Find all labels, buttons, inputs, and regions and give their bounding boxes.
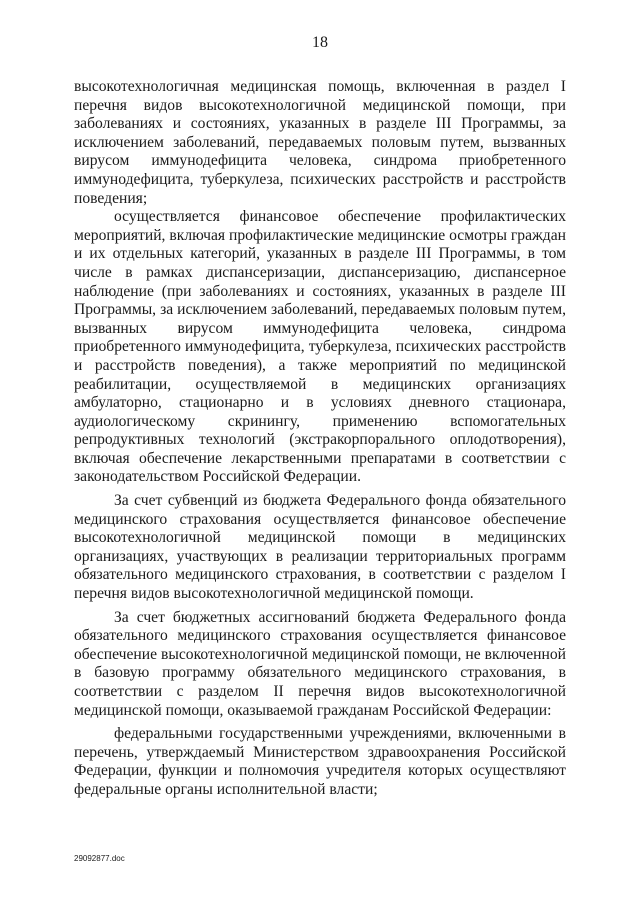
document-file-id: 29092877.doc	[74, 854, 125, 863]
page-number: 18	[312, 34, 328, 51]
paragraph-5: федеральными государственными учреждениями, включенными в перечень, утверждаемый Министерством здравоохранения Российской Федерации, функции и полномочия учредителя которых осуществляют федеральные органы исполнительной власти;	[74, 725, 566, 798]
paragraph-3: За счет субвенций из бюджета Федерального фонда обязательного медицинского страхования осуществляется финансовое обеспечение высокотехнологичной медицинской помощи в медицинских организациях, участвующих в реализации территориальных программ обязательного медицинского страхования, в соответствии с разделом I перечня видов высокотехнологичной медицинской помощи.	[74, 492, 566, 603]
paragraph-4: За счет бюджетных ассигнований бюджета Федерального фонда обязательного медицинского страхования осуществляется финансовое обеспечение высокотехнологичной медицинской помощи, не включенной в базовую программу обязательного медицинского страхования, в соответствии с разделом II перечня видов высокотехнологичной медицинской помощи, оказываемой гражданам Российской Федерации:	[74, 608, 566, 719]
document-body	[74, 78, 566, 800]
paragraph-1: высокотехнологичная медицинская помощь, включенная в раздел I перечня видов высокотехнологичной медицинской помощи, при заболеваниях и состояниях, указанных в разделе III Программы, за исключением заболеваний, передаваемых половым путем, вызванных вирусом иммунодефицита человека, синдрома приобретенного иммунодефицита, туберкулеза, психических расстройств и расстройств поведения;	[74, 78, 566, 207]
paragraph-2: осуществляется финансовое обеспечение профилактических мероприятий, включая профилактические медицинские осмотры граждан и их отдельных категорий, указанных в разделе III Программы, в том числе в рамках диспансеризации, диспансеризацию, диспансерное наблюдение (при заболеваниях и состояниях, указанных в разделе III Программы, за исключением заболеваний, передаваемых половым путем, вызванных вирусом иммунодефицита человека, синдрома приобретенного иммунодефицита, туберкулеза, психических расстройств и расстройств поведения), а также мероприятий по медицинской реабилитации, осуществляемой в медицинских организациях амбулаторно, стационарно и в условиях дневного стационара, аудиологическому скринингу, применению вспомогательных репродуктивных технологий (экстракорпорального оплодотворения), включая обеспечение лекарственными препаратами в соответствии с законодательством Российской Федерации.	[74, 208, 566, 486]
